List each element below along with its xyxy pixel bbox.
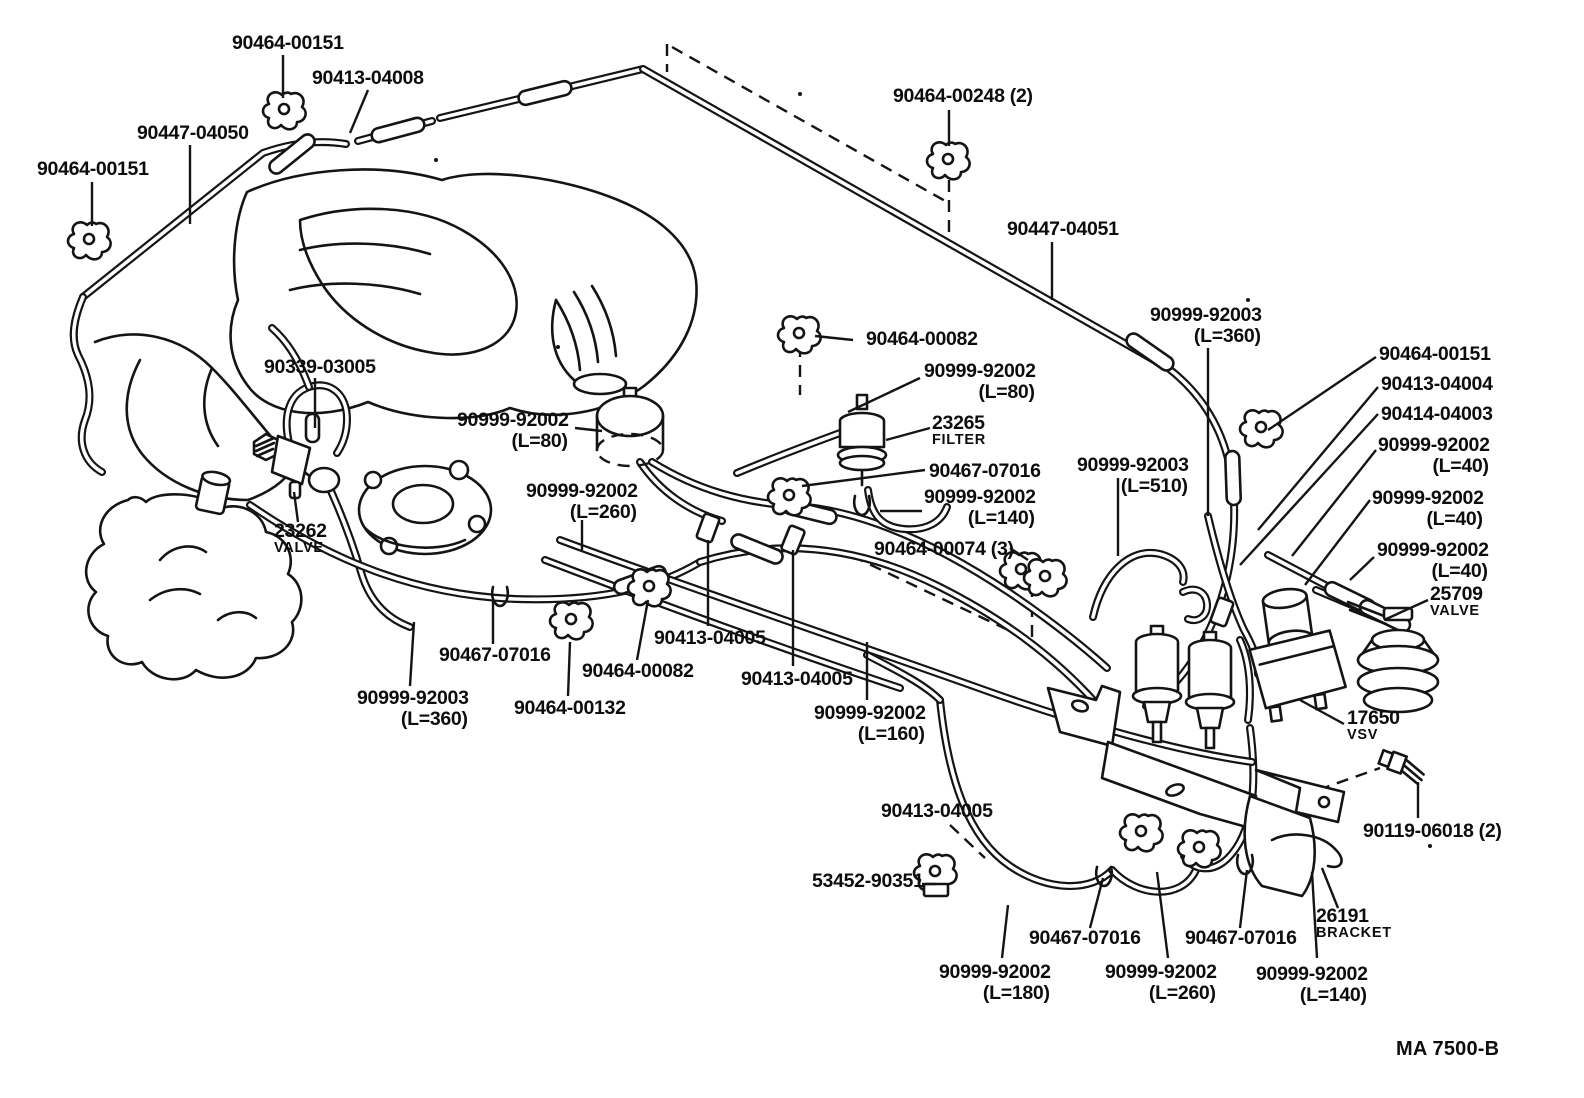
part-label — [881, 801, 993, 822]
part-number: 90999-92002 — [1105, 961, 1217, 983]
part-label — [457, 410, 569, 451]
part-number: 90999-92002 — [526, 480, 638, 502]
part-label — [929, 461, 1041, 482]
part-number: 90464-00082 — [866, 328, 978, 350]
part-length: (L=140) — [1299, 983, 1367, 1006]
part-label — [866, 329, 978, 350]
part-number: 90339-03005 — [264, 356, 376, 378]
part-length: (L=80) — [978, 380, 1035, 403]
part-number: 90414-04003 — [1381, 403, 1493, 425]
part-label — [312, 68, 424, 89]
part-label — [1430, 584, 1483, 619]
part-length: (L=260) — [1148, 981, 1216, 1004]
part-label — [814, 703, 926, 744]
part-label — [514, 698, 626, 719]
part-length: (L=40) — [1432, 454, 1489, 477]
part-label — [1150, 305, 1262, 346]
hidden-line-dashes — [667, 44, 1380, 858]
part-number: 90999-92002 — [924, 360, 1036, 382]
part-number: 90464-00082 — [582, 660, 694, 682]
part-number: 90467-07016 — [439, 644, 551, 666]
part-label — [1379, 344, 1491, 365]
part-label — [1105, 962, 1217, 1003]
part-label — [1077, 455, 1189, 496]
part-caption: FILTER — [932, 431, 986, 448]
part-label — [37, 159, 149, 180]
part-number: 90413-04005 — [654, 627, 766, 649]
part-label — [1381, 374, 1493, 395]
part-label — [932, 413, 986, 448]
part-number: 90464-00248 (2) — [893, 85, 1033, 107]
part-label — [1316, 906, 1392, 941]
part-number: 53452-90351 — [812, 870, 924, 892]
part-number: 90464-00074 (3) — [874, 538, 1014, 560]
bolt-90119 — [1377, 748, 1428, 784]
part-label — [274, 521, 327, 556]
part-number: 23262 — [274, 520, 327, 542]
canister-left — [1133, 626, 1181, 742]
part-label — [874, 539, 1014, 560]
valve-23262 — [254, 434, 339, 498]
part-length: (L=40) — [1426, 507, 1483, 530]
part-label — [1256, 964, 1368, 1005]
part-number: 90467-07016 — [1029, 927, 1141, 949]
part-length: (L=80) — [511, 429, 568, 452]
part-label — [582, 661, 694, 682]
part-number: 90999-92002 — [1372, 487, 1484, 509]
part-label — [924, 361, 1036, 402]
part-number: 90999-92002 — [1256, 963, 1368, 985]
part-label — [812, 871, 924, 892]
part-label — [232, 33, 344, 54]
part-length: (L=140) — [967, 506, 1035, 529]
vsv-17650 — [1242, 583, 1349, 723]
part-number: 23265 — [932, 412, 985, 434]
part-length: (L=510) — [1120, 474, 1188, 497]
part-number: 90467-07016 — [1185, 927, 1297, 949]
regulator-component — [359, 461, 491, 554]
part-label — [439, 645, 551, 666]
part-number: 90999-92002 — [1378, 434, 1490, 456]
part-label — [939, 962, 1051, 1003]
part-label — [893, 86, 1033, 107]
part-number: 17650 — [1347, 707, 1400, 729]
part-caption: VALVE — [1430, 602, 1480, 619]
part-length: (L=360) — [1193, 324, 1261, 347]
part-number: 90447-04051 — [1007, 218, 1119, 240]
part-number: 25709 — [1430, 583, 1483, 605]
part-caption: VALVE — [274, 539, 324, 556]
part-number: 90413-04005 — [881, 800, 993, 822]
part-label — [741, 669, 853, 690]
part-number: 90447-04050 — [137, 122, 249, 144]
part-label — [137, 123, 249, 144]
part-number: 90999-92002 — [924, 486, 1036, 508]
diagram-code: MA 7500-B — [1396, 1038, 1500, 1060]
part-number: 90464-00151 — [37, 158, 149, 180]
part-label — [1381, 404, 1493, 425]
part-label — [357, 688, 469, 729]
part-number: 90413-04008 — [312, 67, 424, 89]
part-number: 90999-92002 — [939, 961, 1051, 983]
part-label — [1378, 435, 1490, 476]
part-label — [264, 357, 376, 378]
part-number: 90464-00151 — [1379, 343, 1491, 365]
part-length: (L=160) — [857, 722, 925, 745]
part-length: (L=360) — [400, 707, 468, 730]
part-number: 90999-92003 — [357, 687, 469, 709]
part-label — [1007, 219, 1119, 240]
grommet-90339 — [306, 414, 319, 442]
part-number: 90467-07016 — [929, 460, 1041, 482]
part-label — [1185, 928, 1297, 949]
part-caption: VSV — [1347, 726, 1379, 743]
part-number: 90413-04005 — [741, 668, 853, 690]
part-number: 90464-00151 — [232, 32, 344, 54]
part-label — [1372, 488, 1484, 529]
part-length: (L=40) — [1431, 559, 1488, 582]
part-number: 90999-92002 — [1377, 539, 1489, 561]
part-label — [924, 487, 1036, 528]
part-number: 90999-92003 — [1150, 304, 1262, 326]
part-number: 90119-06018 (2) — [1363, 820, 1502, 842]
part-label — [1347, 708, 1400, 743]
part-number: 26191 — [1316, 905, 1369, 927]
valve-25709 — [1348, 602, 1438, 712]
part-label — [1363, 821, 1502, 842]
part-label — [654, 628, 766, 649]
part-number: 90999-92002 — [814, 702, 926, 724]
canister-right — [1186, 632, 1234, 748]
part-length: (L=180) — [982, 981, 1050, 1004]
part-label — [1377, 540, 1489, 581]
part-label — [1029, 928, 1141, 949]
part-length: (L=260) — [569, 500, 637, 523]
filter-23265 — [838, 395, 886, 485]
part-number: 90413-04004 — [1381, 373, 1493, 395]
part-caption: BRACKET — [1316, 924, 1392, 941]
part-number: 90999-92003 — [1077, 454, 1189, 476]
part-number: 90999-92002 — [457, 409, 569, 431]
part-label — [526, 481, 638, 522]
part-number: 90464-00132 — [514, 697, 626, 719]
